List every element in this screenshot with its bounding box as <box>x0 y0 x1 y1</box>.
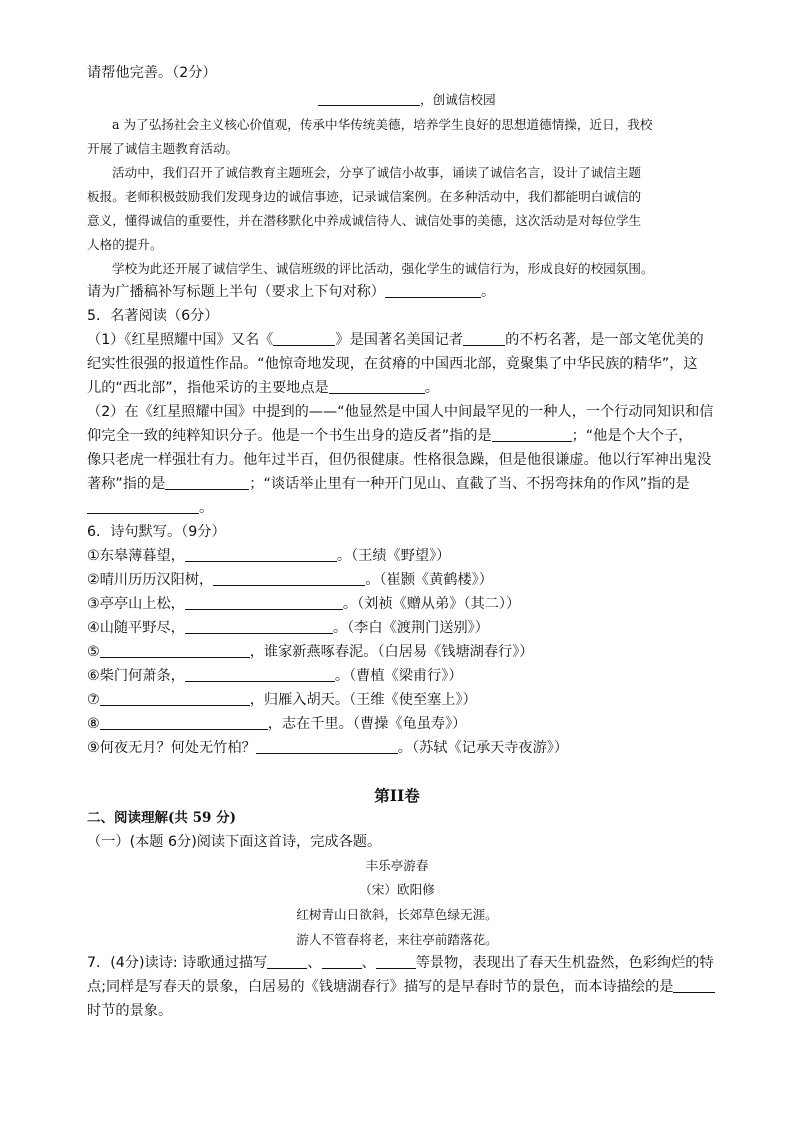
poem-text-line: 游人不管春将老，来往亭前踏落花。 <box>296 932 498 947</box>
q4-prompt: 请为广播稿补写标题上半句（要求上下句对称） 。 <box>87 284 496 300</box>
broadcast-text-line: 人格的提升。 <box>87 237 163 252</box>
answer-blank[interactable] <box>273 331 335 346</box>
answer-blank[interactable] <box>185 547 337 562</box>
subsection-heading: （一）(本题 6分)阅读下面这首诗，完成各题。 <box>87 834 382 850</box>
answer-blank[interactable] <box>385 283 481 298</box>
broadcast-text-line: a 为了弘扬社会主义核心价值观，传承中华传统美德，培养学生良好的思想道德情操，近日，我校 <box>112 117 653 132</box>
broadcast-text-line: 开展了诚信主题教育活动。 <box>87 141 239 156</box>
q7-line: 7．(4分)读诗: 诗歌通过描写 、 、 等景物，表现出了春天生机盎然，色彩绚烂的特 <box>87 955 714 971</box>
answer-blank[interactable] <box>185 667 335 682</box>
q5-2-line: 像只老虎一样强壮有力。他年过半百，但仍很健康。性格很急躁，但是他很谦虚。他以行军神出鬼没 <box>87 452 712 468</box>
answer-blank[interactable] <box>267 954 307 969</box>
answer-blank[interactable] <box>165 475 249 490</box>
poem-text-line: 红树青山日欲斜，长郊草色绿无涯。 <box>296 907 498 922</box>
answer-blank[interactable] <box>100 715 268 730</box>
q7-line: 时节的景象。 <box>87 1003 173 1019</box>
poem-line: ⑦ ，归雁入胡天。（王维《使至塞上》） <box>87 692 477 708</box>
q5-1-line: （1）《红星照耀中国》又名《 》是国著名美国记者 的不朽名著，是一部文笔优美的 <box>87 332 704 348</box>
q5-2-line: 。 <box>87 498 213 518</box>
answer-blank[interactable] <box>87 499 199 514</box>
q5-1-line: 纪实性很强的报道性作品。“他惊奇地发现，在贫瘠的中国西北部，竟聚集了中华民族的精华”，这 <box>87 356 698 372</box>
q5-1-line: 儿的“西北部”，指他采访的主要地点是 。 <box>87 380 439 396</box>
broadcast-title: ，创诚信校园 <box>318 90 496 110</box>
poem-line: ②晴川历历汉阳树， 。（崔颢《黄鹤楼》） <box>87 572 493 588</box>
answer-blank[interactable] <box>185 619 333 634</box>
q5-heading: 5．名著阅读（6分） <box>87 308 219 324</box>
q5-2-line: （2）在《红星照耀中国》中提到的——“他显然是中国人中间最罕见的一种人，一个行动同知识和信 <box>87 404 714 420</box>
poem-line: ③亭亭山上松， 。（刘祯《赠从弟》（其二）） <box>87 596 521 612</box>
answer-blank[interactable] <box>185 595 343 610</box>
answer-blank[interactable] <box>463 331 505 346</box>
q4-instruction: 请帮他完善。（2分） <box>87 65 217 81</box>
poem-line: ⑨何夜无月？何处无竹柏？ 。（苏轼《记承天寺夜游》） <box>87 740 569 756</box>
broadcast-text-line: 意义，懂得诚信的重要性，并在潜移默化中养成诚信待人、诚信处事的美德，这次活动是对每位学生 <box>87 213 642 228</box>
answer-blank[interactable] <box>100 643 250 658</box>
poem-title: 丰乐亭游春 <box>365 858 429 873</box>
q6-heading: 6．诗句默写。（9分） <box>87 524 226 540</box>
q5-2-line: 著称”指的是 ；“谈话举止里有一种开门见山、直截了当、不拐弯抹角的作风”指的是 <box>87 476 690 492</box>
answer-blank[interactable] <box>213 571 365 586</box>
poem-author: （宋）欧阳修 <box>359 882 435 897</box>
poem-line: ④山随平野尽， 。（李白《渡荆门送别》） <box>87 620 489 636</box>
q5-2-line: 仰完全一致的纯粹知识分子。他是一个书生出身的造反者”指的是 ；“他是个大个子， <box>87 428 693 444</box>
answer-blank[interactable] <box>492 427 572 442</box>
answer-blank[interactable] <box>256 739 398 754</box>
section-heading: 二、阅读理解(共 59 分) <box>87 810 236 826</box>
poem-line: ⑧ ，志在千里。（曹操《龟虽寿》） <box>87 716 467 732</box>
volume-heading: 第II卷 <box>374 786 420 805</box>
broadcast-text-line: 板报。老师积极鼓励我们发现身边的诚信事迹，记录诚信案例。在多种活动中，我们都能明白诚信的 <box>87 189 642 204</box>
answer-blank[interactable] <box>329 379 425 394</box>
poem-line: ⑤ ，谁家新燕啄春泥。（白居易《钱塘湖春行》） <box>87 644 534 660</box>
answer-blank[interactable] <box>673 978 715 993</box>
broadcast-text-line: 活动中，我们召开了诚信教育主题班会，分享了诚信小故事，诵读了诚信名言，设计了诚信主题 <box>112 165 641 180</box>
broadcast-text-line: 学校为此还开展了诚信学生、诚信班级的评比活动，强化学生的诚信行为，形成良好的校园氛围。 <box>112 261 654 276</box>
q7-line: 点;同样是写春天的景象，白居易的《钱塘湖春行》描写的是早春时节的景色，而本诗描绘的是 <box>87 977 715 997</box>
poem-line: ⑥柴门何萧条， 。（曹植《梁甫行》） <box>87 668 463 684</box>
answer-blank[interactable] <box>376 954 416 969</box>
answer-blank[interactable] <box>100 691 250 706</box>
answer-blank[interactable] <box>322 954 362 969</box>
poem-line: ①东皋薄暮望， 。（王绩《野望》） <box>87 548 451 564</box>
title-blank[interactable] <box>318 91 420 106</box>
